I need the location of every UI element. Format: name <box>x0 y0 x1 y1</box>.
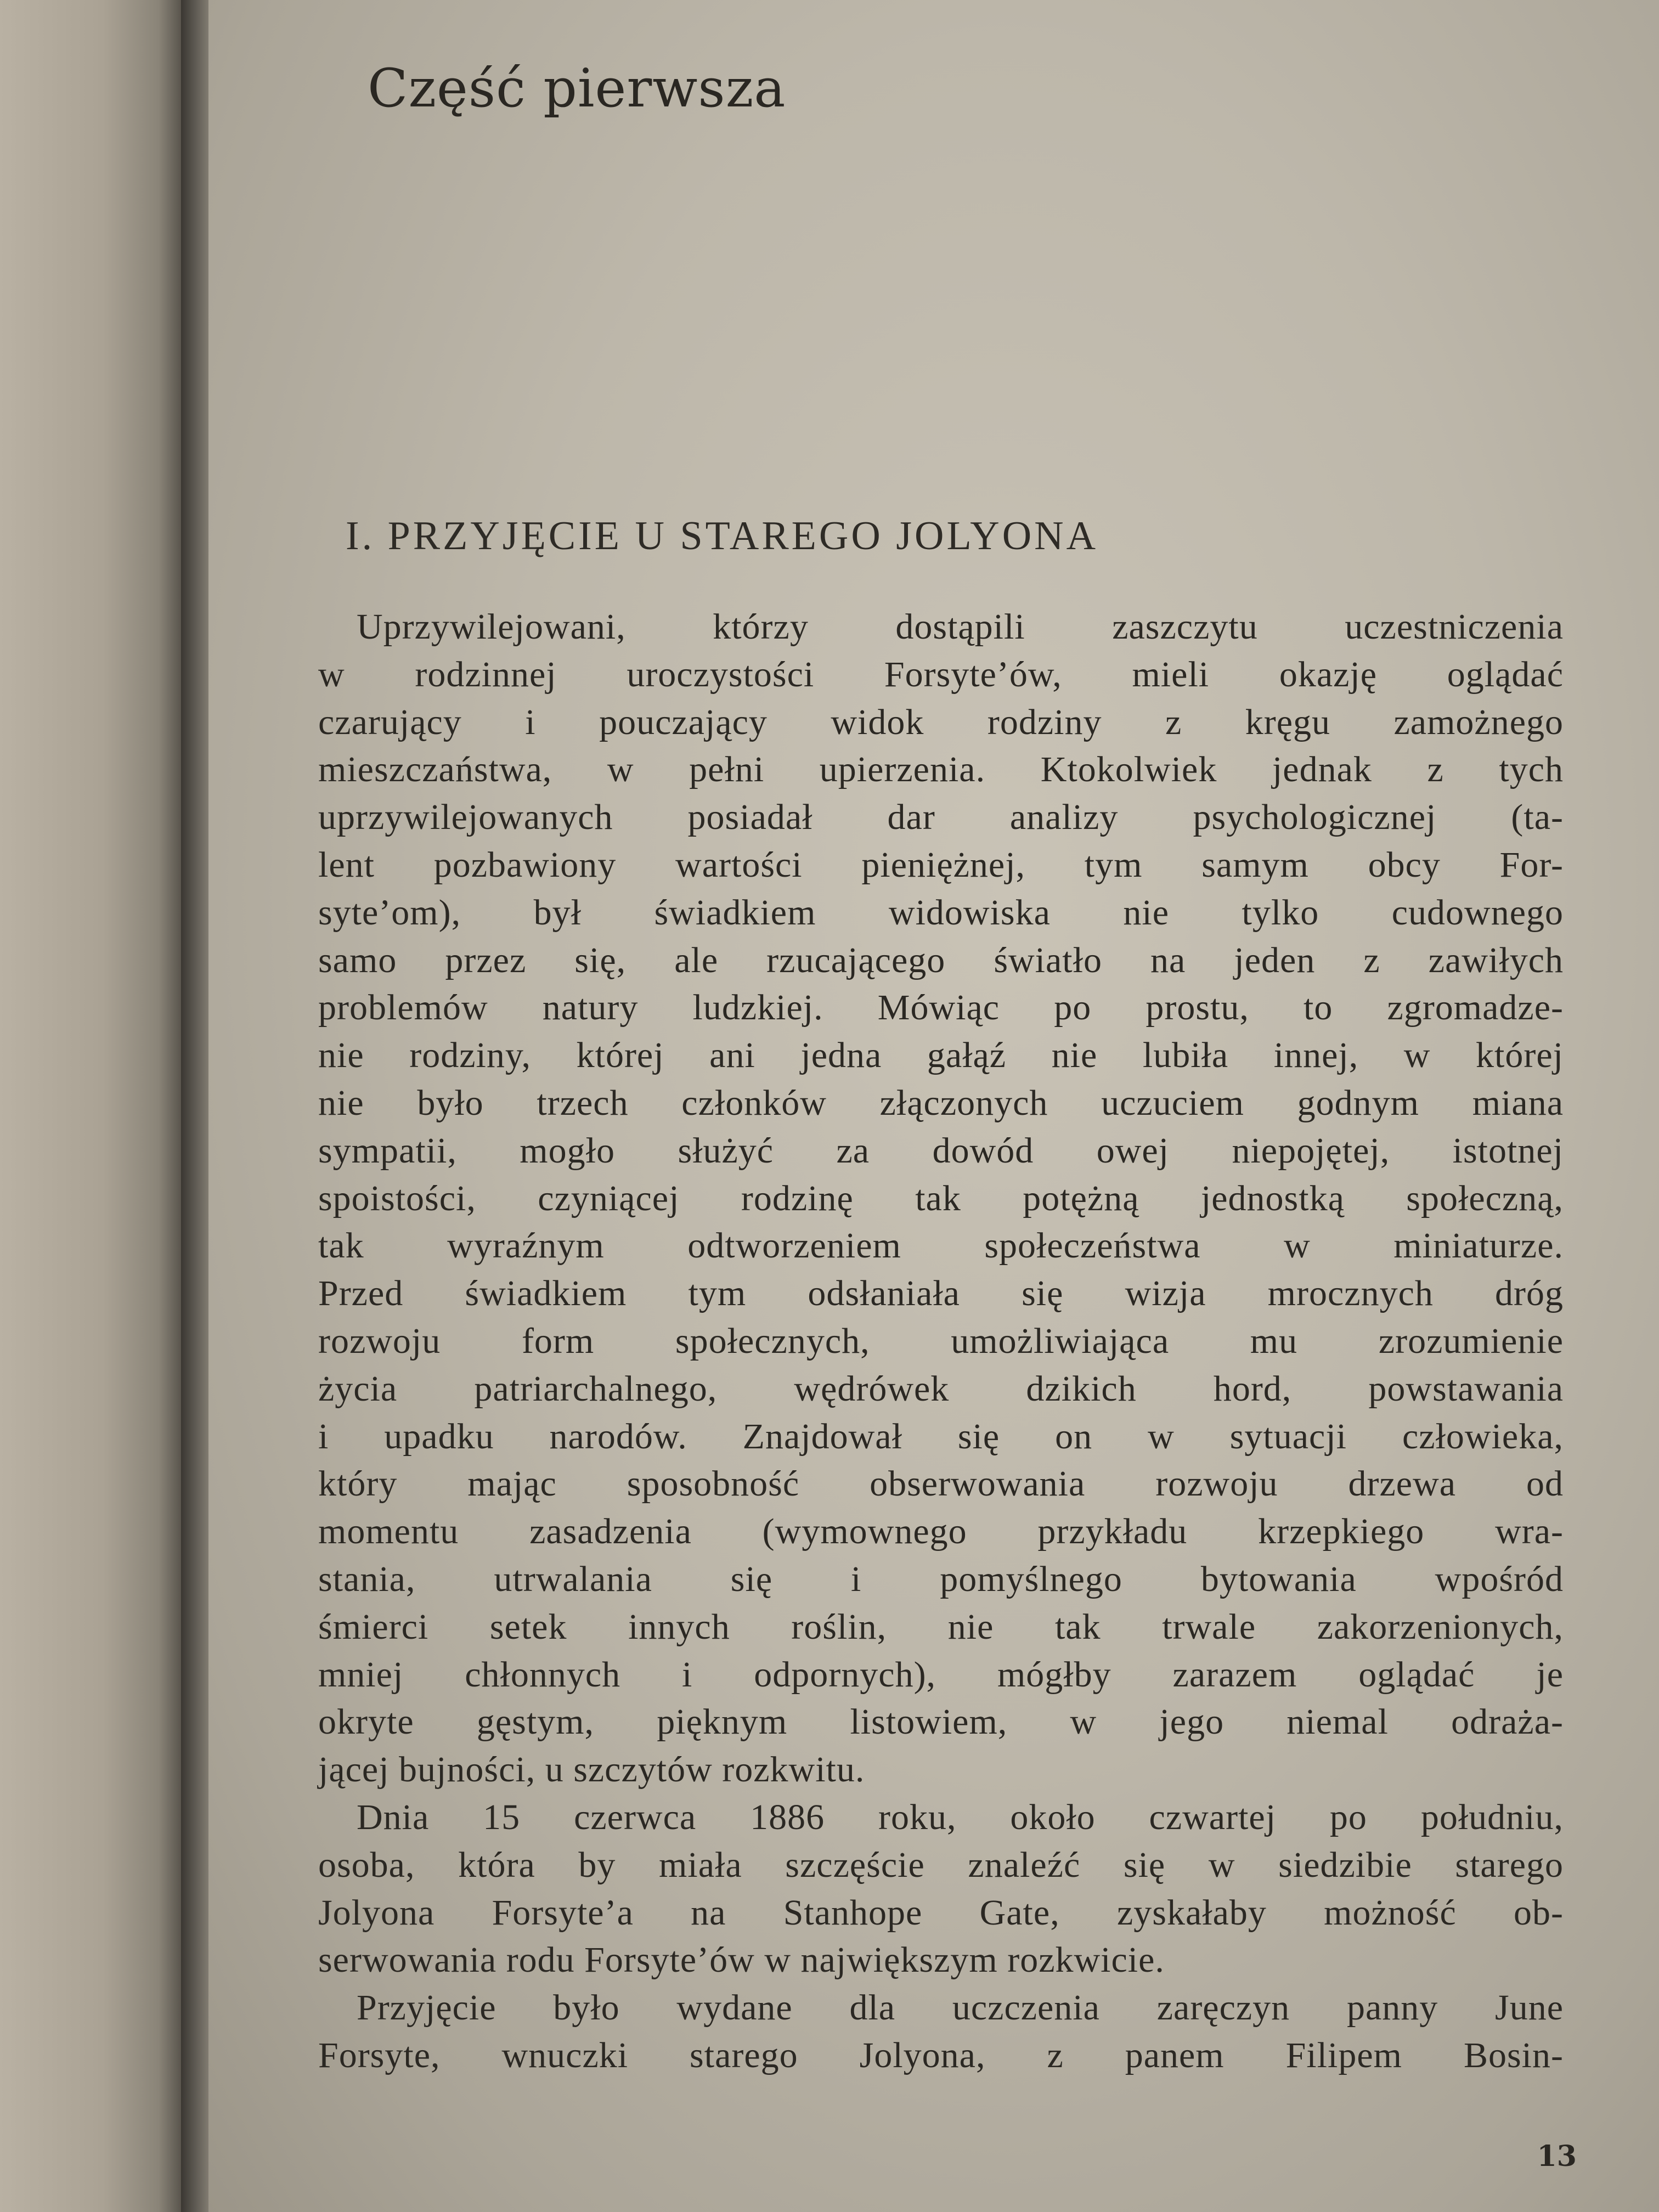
text-line: czarujący i pouczający widok rodziny z kręgu zamożnego <box>318 702 1564 742</box>
text-line: osoba, która by miała szczęście znaleźć się w siedzibie starego <box>318 1844 1564 1885</box>
text-line: w rodzinnej uroczystości Forsyte’ów, mieli okazję oglądać <box>318 654 1564 695</box>
text-line: i upadku narodów. Znajdował się on w sytuacji człowieka, <box>318 1416 1564 1457</box>
text-line: Forsyte, wnuczki starego Jolyona, z panem Filipem Bosin- <box>318 2035 1564 2075</box>
text-line: uprzywilejowanych posiadał dar analizy psychologicznej (ta- <box>318 797 1564 838</box>
text-line: Przyjęcie było wydane dla uczczenia zaręczyn panny June <box>357 1988 1564 2028</box>
text-line: rozwoju form społecznych, umożliwiająca mu zrozumienie <box>318 1321 1564 1361</box>
chapter-title: I. PRZYJĘCIE U STAREGO JOLYONA <box>346 514 1099 558</box>
text-line: życia patriarchalnego, wędrówek dzikich hord, powstawania <box>318 1368 1564 1409</box>
text-line: lent pozbawiony wartości pieniężnej, tym samym obcy For- <box>318 844 1564 885</box>
text-line: stania, utrwalania się i pomyślnego bytowania wpośród <box>318 1559 1564 1599</box>
text-line: samo przez się, ale rzucającego światło na jeden z zawiłych <box>318 940 1564 980</box>
body-text <box>318 603 1564 2080</box>
text-line: śmierci setek innych roślin, nie tak trwale zakorzenionych, <box>318 1606 1564 1647</box>
text-line: mieszczaństwa, w pełni upierzenia. Ktokolwiek jednak z tych <box>318 749 1564 790</box>
text-line: który mając sposobność obserwowania rozwoju drzewa od <box>318 1464 1564 1504</box>
text-line: Jolyona Forsyte’a na Stanhope Gate, zyskałaby możność ob- <box>318 1892 1564 1933</box>
text-line: Uprzywilejowani, którzy dostąpili zaszczytu uczestniczenia <box>357 607 1564 647</box>
part-title: Część pierwsza <box>368 58 786 119</box>
text-line: nie było trzech członków złączonych uczuciem godnym miana <box>318 1082 1564 1123</box>
text-line: Dnia 15 czerwca 1886 roku, około czwartej po południu, <box>357 1797 1564 1837</box>
text-line: spoistości, czyniącej rodzinę tak potężną jednostką społeczną, <box>318 1178 1564 1218</box>
text-line: Przed świadkiem tym odsłaniała się wizja mrocznych dróg <box>318 1273 1564 1314</box>
text-line: nie rodziny, której ani jedna gałąź nie lubiła innej, w której <box>318 1035 1564 1076</box>
text-line: momentu zasadzenia (wymownego przykładu krzepkiego wra- <box>318 1511 1564 1552</box>
previous-page-edge <box>0 0 187 2212</box>
text-line: serwowania rodu Forsyte’ów w największym rozkwicie. <box>318 1940 1165 1980</box>
text-line: mniej chłonnych i odpornych), mógłby zarazem oglądać je <box>318 1654 1564 1695</box>
text-line: okryte gęstym, pięknym listowiem, w jego niemal odraża- <box>318 1702 1564 1742</box>
text-line: jącej bujności, u szczytów rozkwitu. <box>318 1750 865 1790</box>
text-line: problemów natury ludzkiej. Mówiąc po prostu, to zgromadze- <box>318 988 1564 1028</box>
text-line: sympatii, mogło służyć za dowód owej niepojętej, istotnej <box>318 1130 1564 1171</box>
book-page <box>208 0 1659 2212</box>
page-number: 13 <box>1537 2140 1577 2173</box>
text-line: syte’om), był świadkiem widowiska nie tylko cudownego <box>318 892 1564 933</box>
text-line: tak wyraźnym odtworzeniem społeczeństwa w miniaturze. <box>318 1226 1564 1266</box>
